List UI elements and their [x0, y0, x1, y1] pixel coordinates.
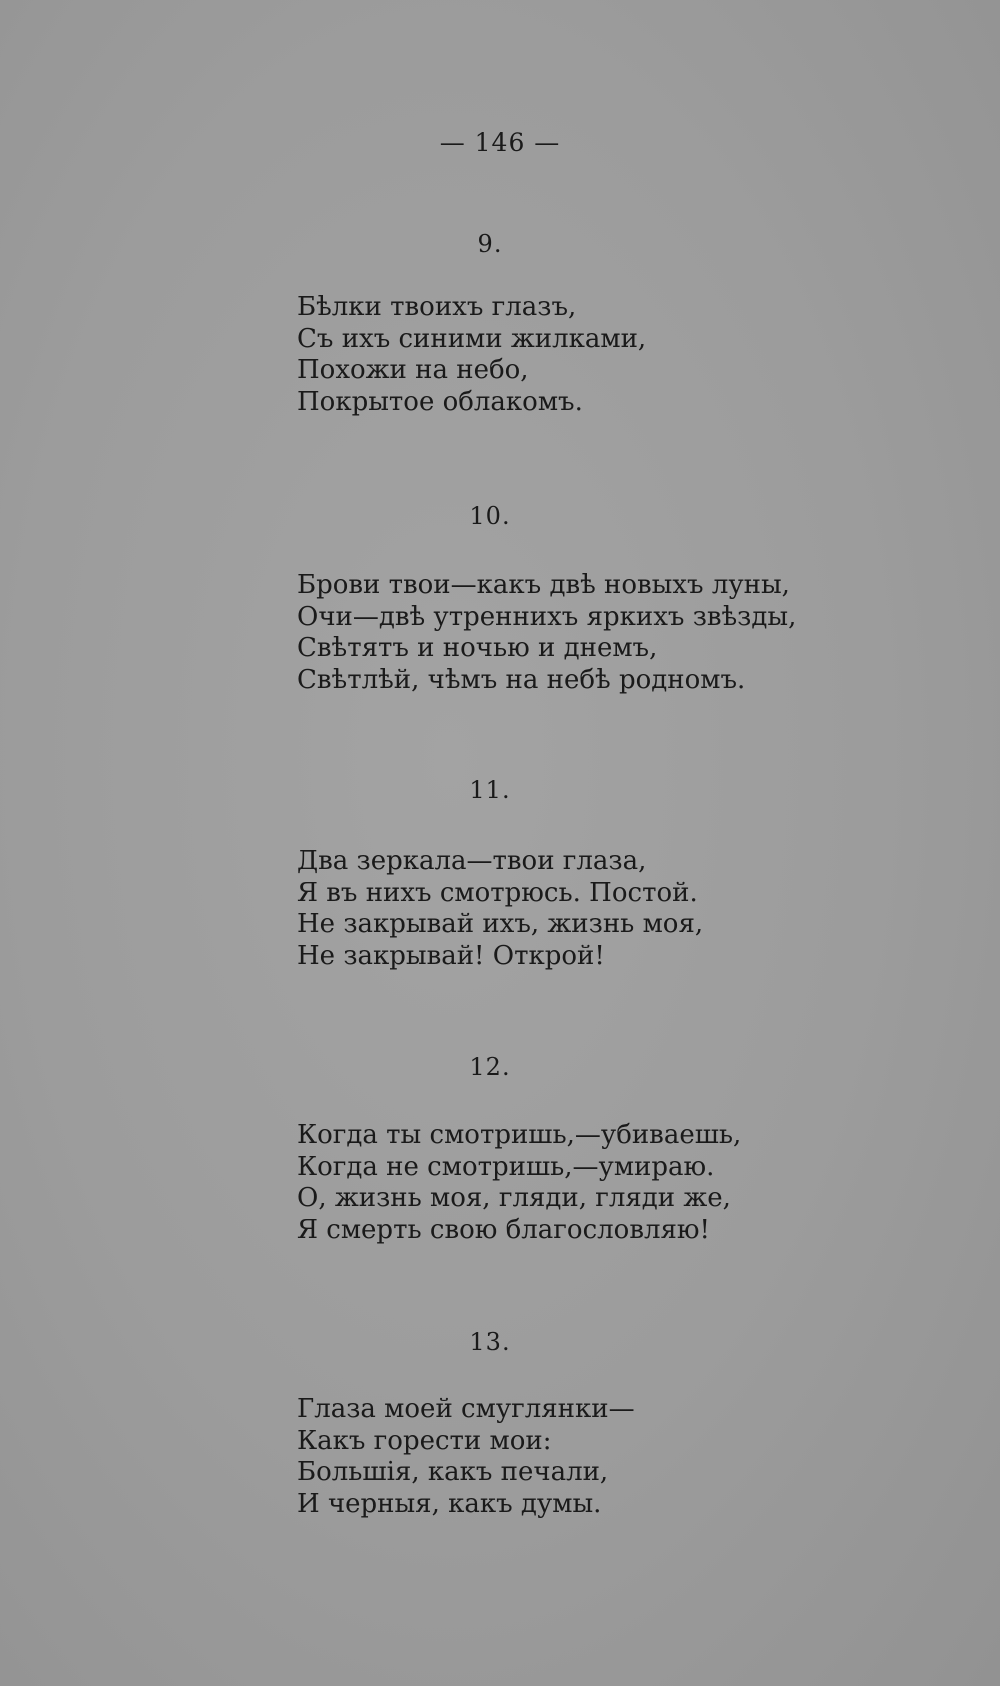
- poem-line: Я смерть свою благословляю!: [297, 1214, 710, 1245]
- poem-number: 10.: [469, 502, 511, 530]
- poem-number: 13.: [469, 1328, 511, 1356]
- poem-line: Свѣтятъ и ночью и днемъ,: [297, 633, 658, 663]
- poem-stanza: [297, 846, 857, 972]
- poem-stanza: [297, 292, 857, 418]
- poem-line: Два зеркала—твои глаза,: [297, 846, 647, 876]
- poem-number: 9.: [477, 230, 503, 258]
- poem-line: Какъ горести мои:: [297, 1425, 552, 1456]
- poem-line: Бѣлки твоихъ глазъ,: [297, 292, 577, 322]
- poem-stanza: [297, 570, 857, 696]
- poem-line: Покрытое облакомъ.: [297, 386, 583, 417]
- poem-line: Не закрывай ихъ, жизнь моя,: [297, 909, 704, 939]
- poem-line: Большія, какъ печали,: [297, 1457, 609, 1487]
- poem-line: Когда ты смотришь,—убиваешь,: [297, 1120, 742, 1150]
- poem-line: И черныя, какъ думы.: [297, 1488, 602, 1519]
- poem-number: 11.: [469, 776, 511, 804]
- poem-line: Я въ нихъ смотрюсь. Постой.: [297, 877, 698, 908]
- poem-line: Похожи на небо,: [297, 355, 529, 385]
- poem-stanza: [297, 1394, 857, 1520]
- poem-line: Очи—двѣ утреннихъ яркихъ звѣзды,: [297, 601, 797, 632]
- page-number: — 146 —: [439, 128, 561, 157]
- poem-number: 12.: [469, 1053, 511, 1081]
- poem-line: О, жизнь моя, гляди, гляди же,: [297, 1183, 731, 1213]
- poem-line: Когда не смотришь,—умираю.: [297, 1151, 715, 1182]
- poem-line: Съ ихъ синими жилками,: [297, 323, 647, 354]
- poem-line: Свѣтлѣй, чѣмъ на небѣ родномъ.: [297, 664, 746, 695]
- poem-line: Брови твои—какъ двѣ новыхъ луны,: [297, 570, 790, 600]
- poem-stanza: [297, 1120, 857, 1246]
- poem-line: Не закрывай! Открой!: [297, 940, 605, 971]
- poem-line: Глаза моей смуглянки—: [297, 1394, 635, 1424]
